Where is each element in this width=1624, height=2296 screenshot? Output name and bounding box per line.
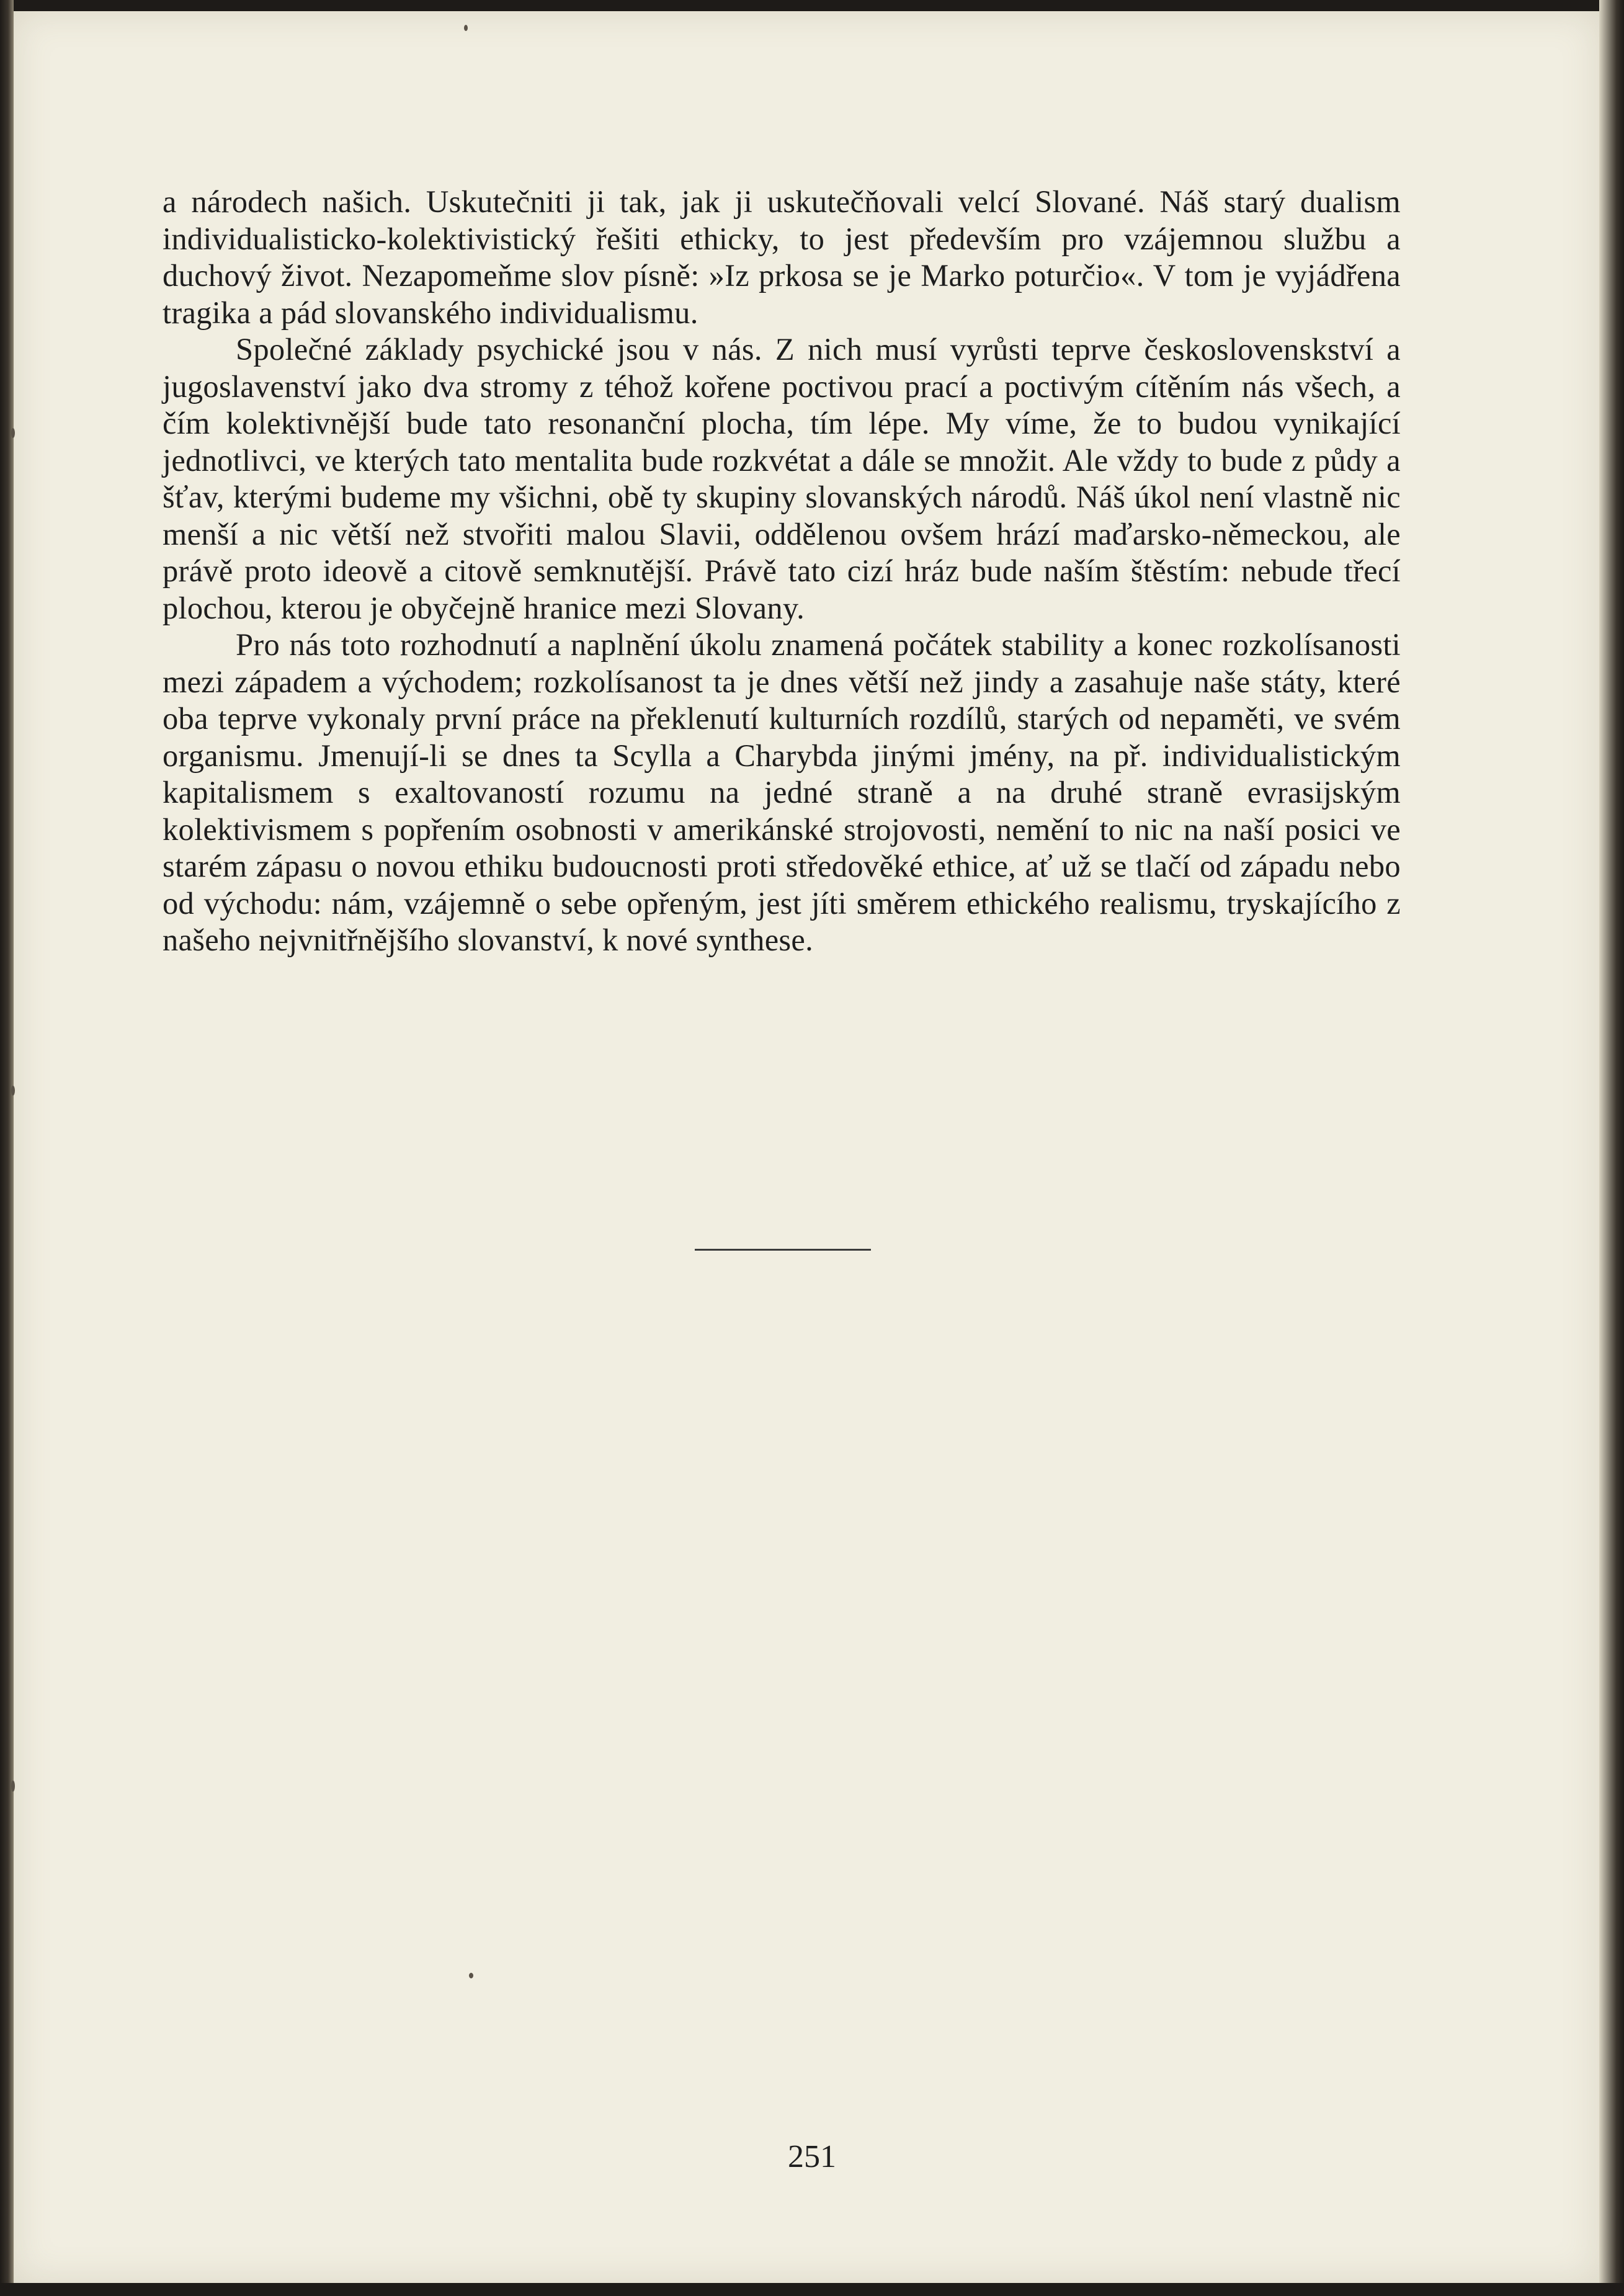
paragraph-3: Pro nás toto rozhodnutí a naplnění úkolu znamená počátek stability a konec rozkolísanosti mezi západem a východem; rozkolísanost ta je dnes větší než jindy a zasahuje naše státy, které oba teprve vykonaly první práce na překlenutí kulturních rozdílů, starých od nepaměti, ve svém organismu. Jmenují-li se dnes ta Scylla a Charybda jinými jmény, na př. individualistickým kapitalismem s exaltovaností rozumu na jedné straně a na druhé straně evrasijským kolektivismem s popřením osobnosti v amerikánské strojovosti, nemění to nic na naší posici ve starém zápasu o novou ethiku budoucnosti proti středověké ethice, ať už se tlačí od západu nebo od východu: nám, vzájemně o sebe opřeným, jest jíti směrem ethického realismu, tryskajícího z našeho nejvnitřnějšího slovanství, k nové synthese. — [163, 627, 1401, 957]
paragraph-2: Společné základy psychické jsou v nás. Z nich musí vyrůsti teprve československství a jugoslavenství jako dva stromy z téhož kořene poctivou prací a poctivým cítěním nás všech, a čím kolektivnější bude tato resonanční plocha, tím lépe. My víme, že to budou vynikající jednotlivci, ve kterých tato mentalita bude rozkvétat a dále se množit. Ale vždy to bude z půdy a šťav, kterými budeme my všichni, obě ty skupiny slovanských národů. Náš úkol není vlastně nic menší a nic větší než stvořiti malou Slavii, oddělenou ovšem hrází maďarsko-německou, ale právě proto ideově a citově semknutější. Právě tato cizí hráz bude naším štěstím: nebude třecí plochou, kterou je obyčejně hranice mezi Slovany. — [163, 332, 1401, 625]
paper-speck — [11, 1780, 15, 1792]
body-text — [163, 184, 1401, 959]
paper-speck — [464, 25, 468, 31]
paragraph-1: a národech našich. Uskutečniti ji tak, jak ji uskutečňovali velcí Slované. Náš starý dualism individualisticko-kolektivistický řešiti ethicky, to jest především pro vzájemnou službu a duchový život. Nezapomeňme slov písně: »Iz prkosa se je Marko poturčio«. V tom je vyjádřena tragika a pád slovanského individualismu. — [163, 184, 1401, 330]
paper-speck — [11, 1086, 15, 1096]
section-divider — [695, 1249, 871, 1251]
scan-left-border — [0, 0, 14, 2296]
paper-speck — [469, 1973, 473, 1978]
scan-right-border — [1599, 0, 1624, 2296]
scan-bottom-border — [0, 2283, 1624, 2296]
scan-top-border — [0, 0, 1624, 11]
paper-speck — [11, 428, 15, 438]
page-number: 251 — [788, 2139, 836, 2174]
